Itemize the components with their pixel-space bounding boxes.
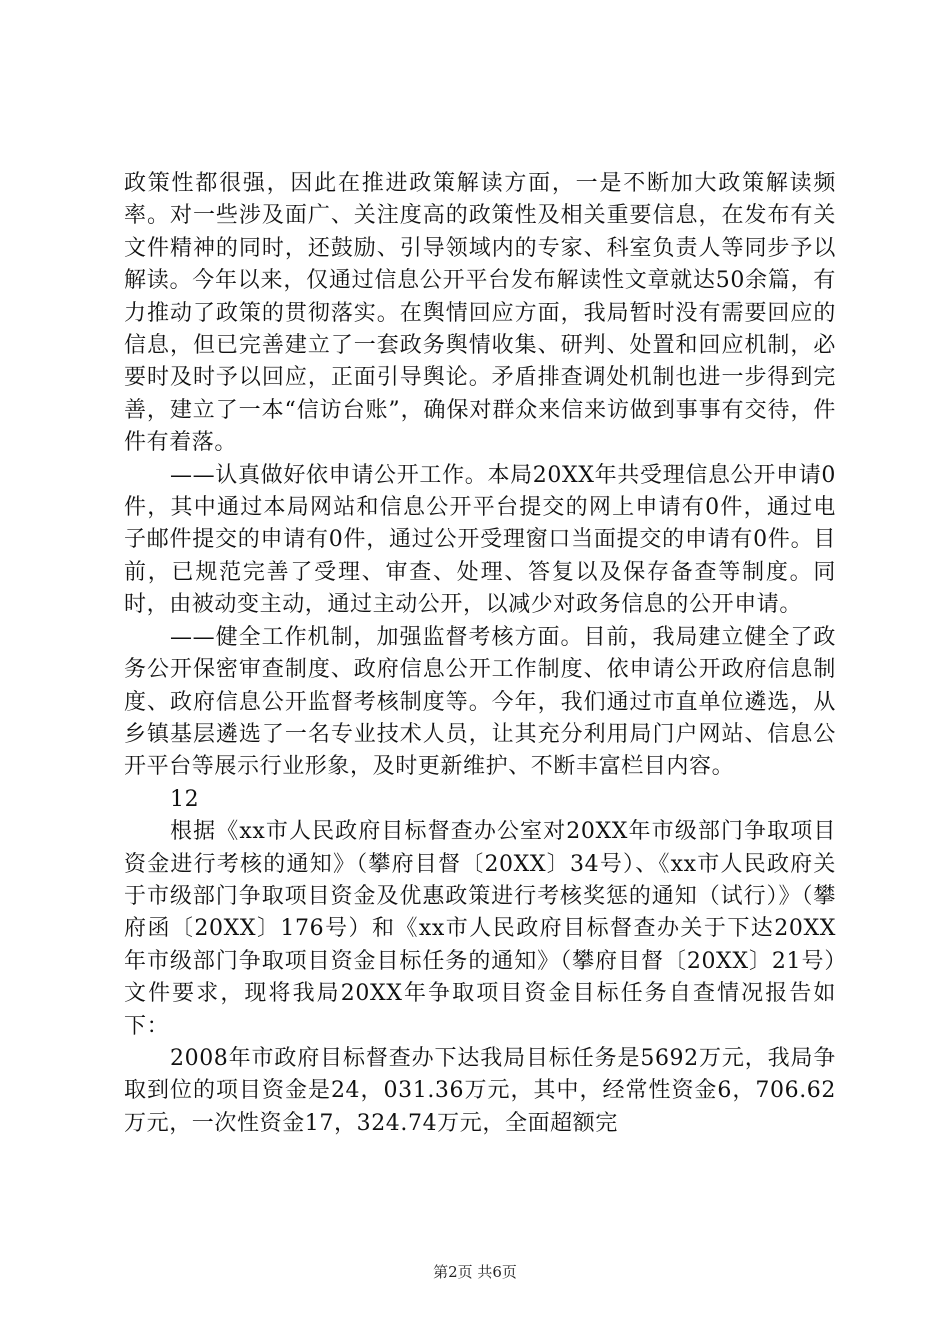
paragraph-notice-basis: 根据《xx市人民政府目标督查办公室对20XX年市级部门争取项目资金进行考核的通知》（攀府目督〔20XX〕34号）、《xx市人民政府关于市级部门争取项目资金及优惠政策进行考核奖惩的通知（试行）》（攀府函〔20XX〕176号）和《xx市人民政府目标督查办关于下达20XX年市级部门争取项目资金目标任务的通知》（攀府目督〔20XX〕21号）文件要求，现将我局20XX年争取项目资金目标任务自查情况报告如下： bbox=[124, 819, 836, 1039]
paragraph-target-task: 2008年市政府目标督查办下达我局目标任务是5692万元，我局争取到位的项目资金是24，031.36万元，其中，经常性资金6，706.62万元，一次性资金17，324.74万元，全面超额完 bbox=[124, 1045, 836, 1136]
document-body bbox=[124, 168, 836, 1140]
paragraph-policy-interpretation: 政策性都很强，因此在推进政策解读方面，一是不断加大政策解读频率。对一些涉及面广、关注度高的政策性及相关重要信息，在发布有关文件精神的同时，还鼓励、引导领域内的专家、科室负责人等同步予以解读。今年以来，仅通过信息公开平台发布解读性文章就达50余篇，有力推动了政策的贯彻落实。在舆情回应方面，我局暂时没有需要回应的信息，但已完善建立了一套政务舆情收集、研判、处置和回应机制，必要时及时予以回应，正面引导舆论。矛盾排查调处机制也进一步得到完善，建立了一本“信访台账”，确保对群众来信来访做到事事有交待，件件有着落。 bbox=[124, 171, 836, 456]
paragraph-application-disclosure: ——认真做好依申请公开工作。本局20XX年共受理信息公开申请0件，其中通过本局网站和信息公开平台提交的网上申请有0件，通过电子邮件提交的申请有0件，通过公开受理窗口当面提交的申请有0件。目前，已规范完善了受理、审查、处理、答复以及保存备查等制度。同时，由被动变主动，通过主动公开，以减少对政务信息的公开申请。 bbox=[124, 462, 836, 618]
paragraph-work-mechanism: ——健全工作机制，加强监督考核方面。目前，我局建立健全了政务公开保密审查制度、政府信息公开工作制度、依申请公开政府信息制度、政府信息公开监督考核制度等。今年，我们通过市直单位遴选，从乡镇基层遴选了一名专业技术人员，让其充分利用局门户网站、信息公开平台等展示行业形象，及时更新维护、不断丰富栏目内容。 bbox=[124, 624, 836, 780]
page-footer: 第2页 共6页 bbox=[433, 1263, 517, 1281]
paragraph-section-number: 12 bbox=[170, 786, 200, 812]
